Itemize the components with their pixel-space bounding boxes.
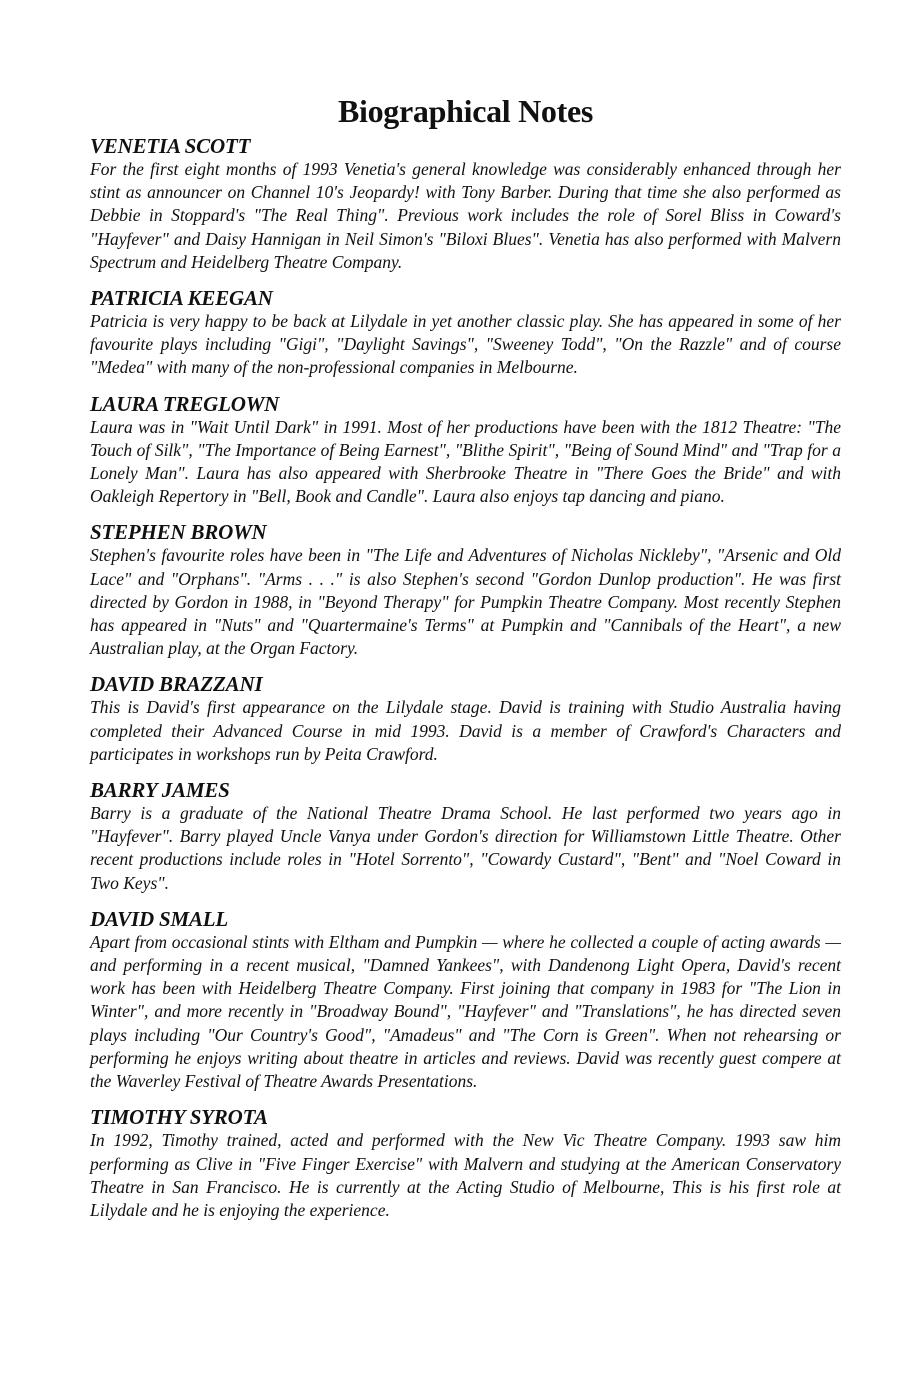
bio-entry <box>90 1105 841 1222</box>
person-bio: In 1992, Timothy trained, acted and performed with the New Vic Theatre Company. 1993 saw him performing as Clive in "Five Finger Exercise" with Malvern and studying at the American Conservatory Theatre in San Francisco. He is currently at the Acting Studio of Melbourne, This is his first role at Lilydale and he is enjoying the experience. <box>90 1130 841 1220</box>
bio-entry <box>90 392 841 509</box>
bio-entry <box>90 672 841 766</box>
person-bio: Barry is a graduate of the National Theatre Drama School. He last performed two years ago in "Hayfever". Barry played Uncle Vanya under Gordon's direction for Williamstown Little Theatre. Other recent productions include roles in "Hotel Sorrento", "Cowardy Custard", "Bent" and "Noel Coward in Two Keys". <box>90 803 841 893</box>
person-name: PATRICIA KEEGAN <box>90 286 273 311</box>
bio-entry <box>90 907 841 1093</box>
person-bio: Stephen's favourite roles have been in "The Life and Adventures of Nicholas Nickleby", "Arsenic and Old Lace" and "Orphans". "Arms . . ." is also Stephen's second "Gordon Dunlop production". He was first directed by Gordon in 1988, in "Beyond Therapy" for Pumpkin Theatre Company. Most recently Stephen has appeared in "Nuts" and "Quartermaine's Terms" at Pumpkin and "Cannibals of the Heart", a new Australian play, at the Organ Factory. <box>90 545 841 659</box>
person-name: VENETIA SCOTT <box>90 134 251 158</box>
person-bio: For the first eight months of 1993 Venetia's general knowledge was considerably enhanced through her stint as announcer on Channel 10's Jeopardy! with Tony Barber. During that time she also performed as Debbie in Stoppard's "The Real Thing". Previous work includes the role of Sorel Bliss in Coward's "Hayfever" and Daisy Hannigan in Neil Simon's "Biloxi Blues". Venetia has also performed with Malvern Spectrum and Heidelberg Theatre Company. <box>90 159 841 272</box>
bio-entry <box>90 778 841 895</box>
person-name: LAURA TREGLOWN <box>90 391 280 416</box>
person-name: TIMOTHY SYROTA <box>90 1105 268 1130</box>
person-bio: Apart from occasional stints with Eltham and Pumpkin — where he collected a couple of acting awards — and performing in a recent musical, "Damned Yankees", with Dandenong Light Opera, David's recent work has been with Heidelberg Theatre Company. First joining that company in 1983 for "The Lion in Winter", and more recently in "Broadway Bound", "Hayfever" and "Translations", he has directed seven plays including "Our Country's Good", "Amadeus" and "The Corn is Green". When not rehearsing or performing he enjoys writing about theatre in articles and reviews. David was recently guest compere at the Waverley Festival of Theatre Awards Presentations. <box>90 931 841 1092</box>
person-name: DAVID BRAZZANI <box>90 672 263 697</box>
page-title: Biographical Notes <box>337 93 594 129</box>
person-name: BARRY JAMES <box>90 778 230 803</box>
bio-entry <box>90 520 841 660</box>
person-bio: Laura was in "Wait Until Dark" in 1991. Most of her productions have been with the 1812 Theatre: "The Touch of Silk", "The Importance of Being Earnest", "Blithe Spirit", "Being of Sound Mind" and "Trap for a Lonely Man". Laura has also appeared with Sherbrooke Theatre in "There Goes the Bride" and with Oakleigh Repertory in "Bell, Book and Candle". Laura also enjoys tap dancing and piano. <box>90 416 841 507</box>
person-bio: Patricia is very happy to be back at Lilydale in yet another classic play. She has appeared in some of her favourite plays including "Gigi", "Daylight Savings", "Sweeney Todd", "On the Razzle" and of course "Medea" with many of the non-professional companies in Melbourne. <box>90 311 841 378</box>
bio-entry <box>90 134 841 274</box>
bio-entry <box>90 286 841 380</box>
person-name: DAVID SMALL <box>90 906 229 931</box>
person-bio: This is David's first appearance on the Lilydale stage. David is training with Studio Australia having completed their Advanced Course in mid 1993. David is a member of Crawford's Characters and participates in workshops run by Peita Crawford. <box>90 697 841 764</box>
person-name: STEPHEN BROWN <box>90 520 267 545</box>
